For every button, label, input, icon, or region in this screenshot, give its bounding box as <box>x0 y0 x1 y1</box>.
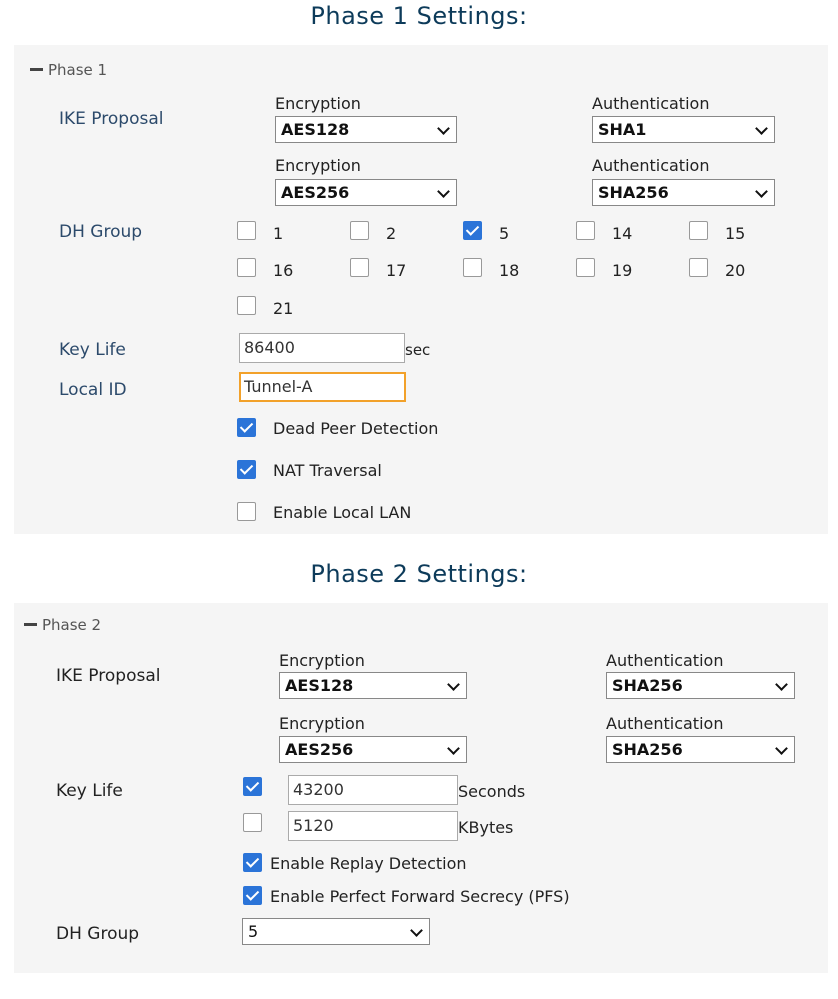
minus-icon <box>24 623 37 626</box>
phase1-local-id-label: Local ID <box>59 380 127 400</box>
dh-group-20-label: 20 <box>725 261 746 280</box>
phase2-panel <box>14 603 828 973</box>
phase1-encryption-select-2[interactable] <box>275 179 457 206</box>
dh-group-15-checkbox[interactable] <box>689 221 708 240</box>
enable-replay-detection-checkbox[interactable] <box>243 853 262 872</box>
phase2-dh-label: DH Group <box>56 924 140 944</box>
phase1-auth-label-2: Authentication <box>592 156 710 175</box>
phase1-collapse-toggle[interactable] <box>30 61 107 79</box>
phase2-encryption-select-2[interactable] <box>279 736 467 763</box>
phase2-encryption-select-1[interactable] <box>279 672 467 699</box>
phase1-header: Phase 1 <box>48 61 108 79</box>
chevron-down-icon <box>447 742 460 755</box>
nat-traversal-label: NAT Traversal <box>273 461 382 480</box>
key-life-seconds-input[interactable]: 43200 <box>288 775 458 805</box>
phase1-auth-value-1: SHA1 <box>598 120 647 139</box>
phase2-enc-label-1: Encryption <box>279 651 365 670</box>
chevron-down-icon <box>775 742 788 755</box>
minus-icon <box>30 68 43 71</box>
phase2-dh-group-select[interactable] <box>242 918 430 945</box>
phase2-collapse-toggle[interactable] <box>24 616 101 634</box>
phase2-key-life-label: Key Life <box>56 781 123 801</box>
enable-replay-detection-label: Enable Replay Detection <box>270 854 467 873</box>
phase2-enc-label-2: Encryption <box>279 714 365 733</box>
phase2-encryption-value-2: AES256 <box>285 740 354 759</box>
dh-group-16-label: 16 <box>273 261 294 280</box>
phase2-auth-label-1: Authentication <box>606 651 724 670</box>
phase2-auth-select-2[interactable] <box>606 736 795 763</box>
dh-group-1-label: 1 <box>273 224 284 243</box>
phase1-auth-select-2[interactable] <box>592 179 775 206</box>
chevron-down-icon <box>447 678 460 691</box>
key-life-seconds-unit: Seconds <box>458 782 526 801</box>
phase2-encryption-value-1: AES128 <box>285 676 354 695</box>
dead-peer-detection-label: Dead Peer Detection <box>273 419 439 438</box>
dh-group-21-checkbox[interactable] <box>237 296 256 315</box>
key-life-kbytes-checkbox[interactable] <box>243 813 262 832</box>
phase1-auth-value-2: SHA256 <box>598 183 669 202</box>
dead-peer-detection-checkbox[interactable] <box>237 418 256 437</box>
phase1-ike-label: IKE Proposal <box>59 109 164 129</box>
key-life-kbytes-unit: KBytes <box>458 818 514 837</box>
chevron-down-icon <box>775 678 788 691</box>
phase2-title: Phase 2 Settings: <box>310 560 528 588</box>
dh-group-2-label: 2 <box>386 224 397 243</box>
dh-group-16-checkbox[interactable] <box>237 258 256 277</box>
chevron-down-icon <box>755 185 768 198</box>
chevron-down-icon <box>410 924 423 937</box>
phase1-auth-label-1: Authentication <box>592 94 710 113</box>
dh-group-5-label: 5 <box>499 224 510 243</box>
phase1-panel <box>14 45 828 534</box>
phase1-key-life-input[interactable]: 86400 <box>239 333 405 363</box>
phase2-ike-label: IKE Proposal <box>56 666 161 686</box>
phase2-auth-label-2: Authentication <box>606 714 724 733</box>
phase1-key-life-unit: sec <box>405 341 431 359</box>
key-life-kbytes-input[interactable]: 5120 <box>288 811 458 841</box>
dh-group-5-checkbox[interactable] <box>463 221 482 240</box>
dh-group-19-checkbox[interactable] <box>576 258 595 277</box>
enable-local-lan-checkbox[interactable] <box>237 502 256 521</box>
chevron-down-icon <box>755 122 768 135</box>
dh-group-18-checkbox[interactable] <box>463 258 482 277</box>
phase2-dh-group-value: 5 <box>248 922 259 941</box>
phase1-title: Phase 1 Settings: <box>310 2 528 30</box>
dh-group-20-checkbox[interactable] <box>689 258 708 277</box>
phase2-auth-select-1[interactable] <box>606 672 795 699</box>
phase1-enc-label-2: Encryption <box>275 156 361 175</box>
dh-group-18-label: 18 <box>499 261 520 280</box>
dh-group-17-label: 17 <box>386 261 407 280</box>
chevron-down-icon <box>437 122 450 135</box>
dh-group-19-label: 19 <box>612 261 633 280</box>
dh-group-1-checkbox[interactable] <box>237 221 256 240</box>
enable-pfs-label: Enable Perfect Forward Secrecy (PFS) <box>270 887 570 906</box>
dh-group-17-checkbox[interactable] <box>350 258 369 277</box>
enable-local-lan-label: Enable Local LAN <box>273 503 412 522</box>
phase1-local-id-input[interactable]: Tunnel-A <box>239 372 406 402</box>
enable-pfs-checkbox[interactable] <box>243 886 262 905</box>
dh-group-14-label: 14 <box>612 224 633 243</box>
phase1-encryption-value-1: AES128 <box>281 120 350 139</box>
dh-group-21-label: 21 <box>273 299 294 318</box>
nat-traversal-checkbox[interactable] <box>237 460 256 479</box>
dh-group-2-checkbox[interactable] <box>350 221 369 240</box>
phase1-enc-label-1: Encryption <box>275 94 361 113</box>
phase2-auth-value-1: SHA256 <box>612 676 683 695</box>
phase1-encryption-value-2: AES256 <box>281 183 350 202</box>
phase1-key-life-label: Key Life <box>59 340 126 360</box>
chevron-down-icon <box>437 185 450 198</box>
phase2-header: Phase 2 <box>42 616 102 634</box>
phase2-auth-value-2: SHA256 <box>612 740 683 759</box>
phase1-dh-label: DH Group <box>59 222 143 242</box>
dh-group-15-label: 15 <box>725 224 746 243</box>
phase1-auth-select-1[interactable] <box>592 116 775 143</box>
phase1-encryption-select-1[interactable] <box>275 116 457 143</box>
key-life-seconds-checkbox[interactable] <box>243 777 262 796</box>
dh-group-14-checkbox[interactable] <box>576 221 595 240</box>
